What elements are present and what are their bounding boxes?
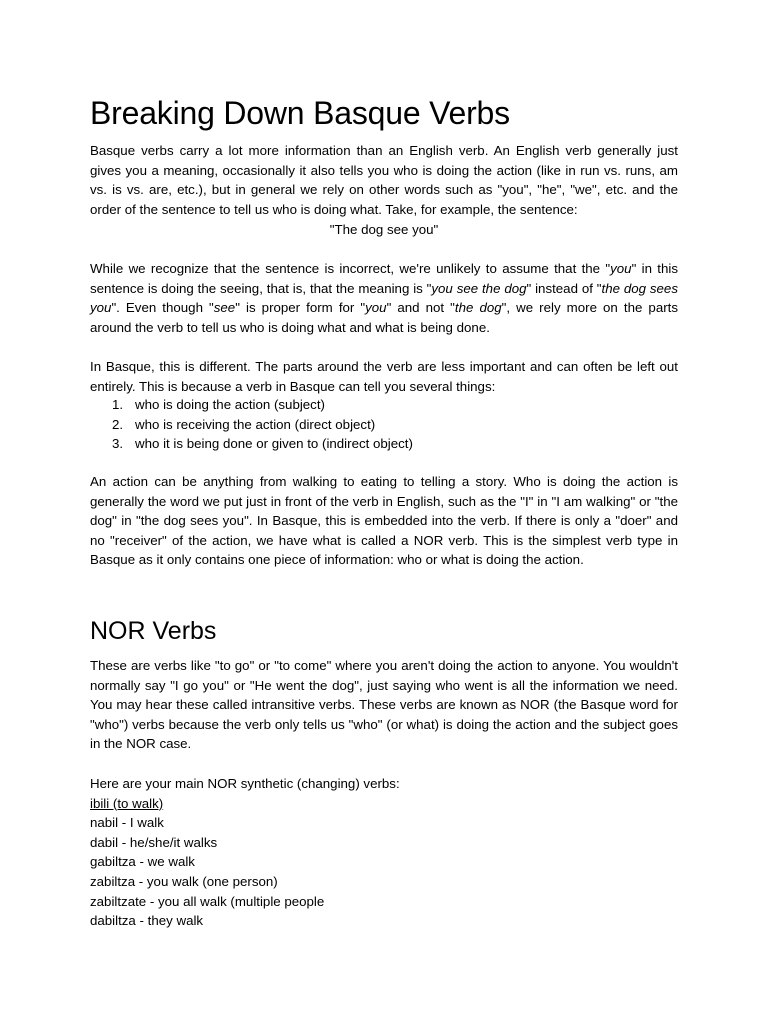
example-sentence: "The dog see you" [329,222,439,237]
conjugation-item: dabil - he/she/it walks [90,834,218,850]
verb-info-list [90,395,678,454]
page-title: Breaking Down Basque Verbs [90,95,510,131]
nor-verbs-heading: NOR Verbs [90,617,217,645]
list-item: 1. who is doing the action (subject) [112,397,325,412]
conjugation-item: gabiltza - we walk [90,854,195,870]
conjugation-item: zabiltza - you walk (one person) [90,873,278,889]
nor-paragraph: These are verbs like "to go" or "to come" where you aren't doing the action to anyone. You wouldn't normally say "I go you" or "He went the dog", just saying who went is all the information we need. You may hear these called intransitive verbs. These verbs are known as NOR (the Basque word for "who") verbs because the verb only tells us "who" (or what) is doing the action and the subject goes in the NOR case. [90,658,678,752]
conjugation-item: nabil - I walk [90,815,164,831]
list-item: 3. who it is being done or given to (indirect object) [112,436,413,452]
list-item: 2. who is receiving the action (direct object) [112,416,376,432]
recognize-paragraph: While we recognize that the sentence is incorrect, we're unlikely to assume that the "you" in this sentence is doing the seeing, that is, that the meaning is "you see the dog" instead of "the dog sees you". Even though "see" is proper form for "you" and not "the dog", we rely more on the parts around the verb to tell us who is doing what and what is being done. [90,261,678,335]
basque-difference-paragraph: In Basque, this is different. The parts around the verb are less important and can often be left out entirely. This is because a verb in Basque can tell you several things: [90,359,678,394]
list-intro: Here are your main NOR synthetic (changing) verbs: [90,776,400,791]
action-paragraph: An action can be anything from walking to eating to telling a story. Who is doing the action is generally the word we put just in front of the verb in English, such as the "I" in "I am walking" or "the dog" in "the dog sees you". In Basque, this is embedded into the verb. If there is only a "doer" and no "receiver" of the action, we have what is called a NOR verb. This is the simplest verb type in Basque as it only contains one piece of information: who or what is doing the action. [90,474,678,568]
verb-title: ibili (to walk) [90,795,164,811]
conjugation-item: zabiltzate - you all walk (multiple people [90,893,325,909]
verb-conjugation-list [90,774,678,931]
intro-paragraph: Basque verbs carry a lot more information than an English verb. An English verb generally just gives you a meaning, occasionally it also tells you who is doing the action (like in run vs. runs, am vs. is vs. are, etc.), but in general we rely on other words such as "you", "he", "we", etc. and the order of the sentence to tell us who is doing what. Take, for example, the sentence: [90,143,678,217]
conjugation-item: dabiltza - they walk [90,913,204,929]
